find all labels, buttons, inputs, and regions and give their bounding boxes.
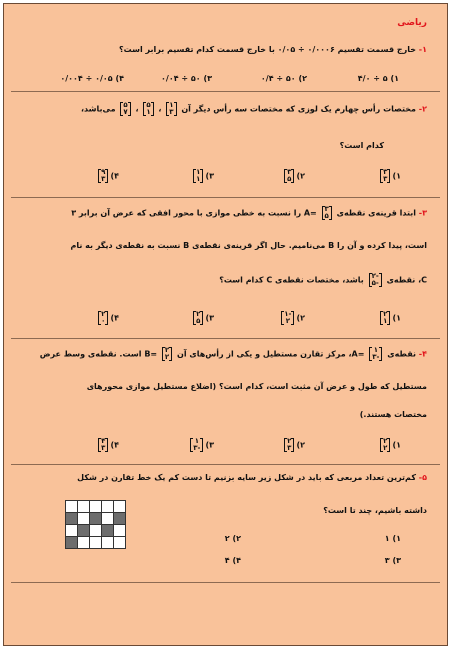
divider xyxy=(11,464,440,465)
question-1 xyxy=(119,45,427,54)
question-3-number: ۳- xyxy=(418,208,427,218)
q3-option-4[interactable]: ۴) ۲ ۰ xyxy=(96,311,119,325)
q1-option-4[interactable]: ۴) ۰/۰۵ ÷ ۰/۰۰۴ xyxy=(60,74,124,83)
q4-option-3[interactable]: ۳) ۱ ۳- xyxy=(188,438,214,452)
q1-option-1[interactable]: ۱) ۵ ÷ ۴/۰ xyxy=(357,74,399,83)
q3-point: ۲- ۵- xyxy=(369,273,382,287)
subject-title: ریاضی xyxy=(397,18,427,28)
question-3-text: ابتدا قرینه‌ی نقطه‌ی xyxy=(336,208,416,218)
question-5-number: ۵- xyxy=(418,473,427,482)
question-3 xyxy=(71,206,427,220)
question-5-line-2: داشته باشیم، چند تا است؟ xyxy=(323,506,427,515)
divider xyxy=(11,197,440,198)
question-5 xyxy=(77,473,427,482)
q3-option-1[interactable]: ۱) ۲ ۱ xyxy=(378,311,401,325)
shading-grid-figure xyxy=(65,500,126,549)
divider xyxy=(11,338,440,339)
q4-point-a: ۱ ۳- xyxy=(369,347,382,361)
q2-option-3[interactable]: ۳) ۱ ۱ xyxy=(191,169,214,183)
q1-option-3[interactable]: ۳) ۵۰ ÷ ۰/۰۴ xyxy=(161,74,212,83)
worksheet-page xyxy=(3,3,448,646)
divider xyxy=(11,582,440,583)
question-1-text: خارج قسمت تقسیم ۰/۰۰۰۶ ÷ ۰/۰۵ با خارج قسمت کدام تقسیم برابر است؟ xyxy=(119,45,416,54)
question-4: ۴- نقطه‌ی ۱ ۳- =A، مرکز تقارن مستطیل و یکی از رأس‌های آن ۲ ۲ =B است. نقطه‌ی وسط عرض xyxy=(39,346,427,361)
q3-point-a: ۳ ۵ xyxy=(322,206,332,220)
comma: ، xyxy=(158,104,162,114)
question-4-number: ۴- xyxy=(418,349,427,359)
q2-option-4[interactable]: ۴) ۹ ۳ xyxy=(96,169,119,183)
question-4-text: نقطه‌ی xyxy=(387,349,416,359)
q3-option-2[interactable]: ۲) ۱- ۲ xyxy=(279,311,305,325)
q2-option-1[interactable]: ۱) ۳ ۳ xyxy=(378,169,401,183)
q2-given-point-2: ۵ ۱ xyxy=(143,102,153,116)
comma: ، xyxy=(135,104,139,114)
question-2-number: ۲- xyxy=(418,104,427,114)
question-2-text: مختصات رأس چهارم یک لوزی که مختصات سه رأس دیگر آن xyxy=(181,104,416,114)
q5-option-1[interactable]: ۱) ۱ xyxy=(384,534,401,543)
q4-option-4[interactable]: ۴) ۴ ۳ xyxy=(96,438,119,452)
q2-option-2[interactable]: ۲) ۳ ۵ xyxy=(282,169,305,183)
q4-option-2[interactable]: ۲) ۲ ۳ xyxy=(282,438,305,452)
question-4-line-2: مستطیل که طول و عرض آن مثبت است، کدام است؟ (اضلاع مستطیل موازی محورهای xyxy=(86,382,427,391)
q1-option-2[interactable]: ۲) ۵۰ ÷ ۰/۴ xyxy=(260,74,307,83)
q3-option-3[interactable]: ۳) ۲ ۵ xyxy=(191,311,214,325)
question-1-number: ۱- xyxy=(418,45,427,54)
q5-option-2[interactable]: ۲) ۲ xyxy=(224,534,241,543)
question-3-text-b: =A را نسبت به خطی موازی با محور افقی که عرض آن برابر ۳ xyxy=(71,208,317,218)
question-4-line-3: مختصات هستند.) xyxy=(359,410,427,419)
question-3-line-2: است، پیدا کرده و آن را B می‌نامیم. حال اگر قرینه‌ی نقطه‌ی B نسبت به نقطه‌ی دیگر به نام xyxy=(70,241,427,250)
q5-option-4[interactable]: ۴) ۴ xyxy=(224,556,241,565)
question-2-line-2: کدام است؟ xyxy=(339,141,384,150)
q5-option-3[interactable]: ۳) ۳ xyxy=(384,556,401,565)
question-3-line-3: C، نقطه‌ی ۲- ۵- باشد، مختصات نقطه‌ی C کدام است؟ xyxy=(219,272,427,287)
q2-given-point-3: ۵ ۷ xyxy=(120,102,130,116)
question-5-text: کم‌ترین تعداد مربعی که باید در شکل زیر سایه بزنیم تا دست کم یک خط تقارن در شکل xyxy=(77,473,416,482)
q4-option-1[interactable]: ۱) ۲ ۲ xyxy=(378,438,401,452)
q2-given-point-1: ۱ ۳ xyxy=(166,102,176,116)
question-2 xyxy=(81,102,427,116)
q4-point-b: ۲ ۲ xyxy=(162,347,172,361)
question-2-text-end: می‌باشد، xyxy=(81,104,116,114)
divider xyxy=(11,91,440,92)
